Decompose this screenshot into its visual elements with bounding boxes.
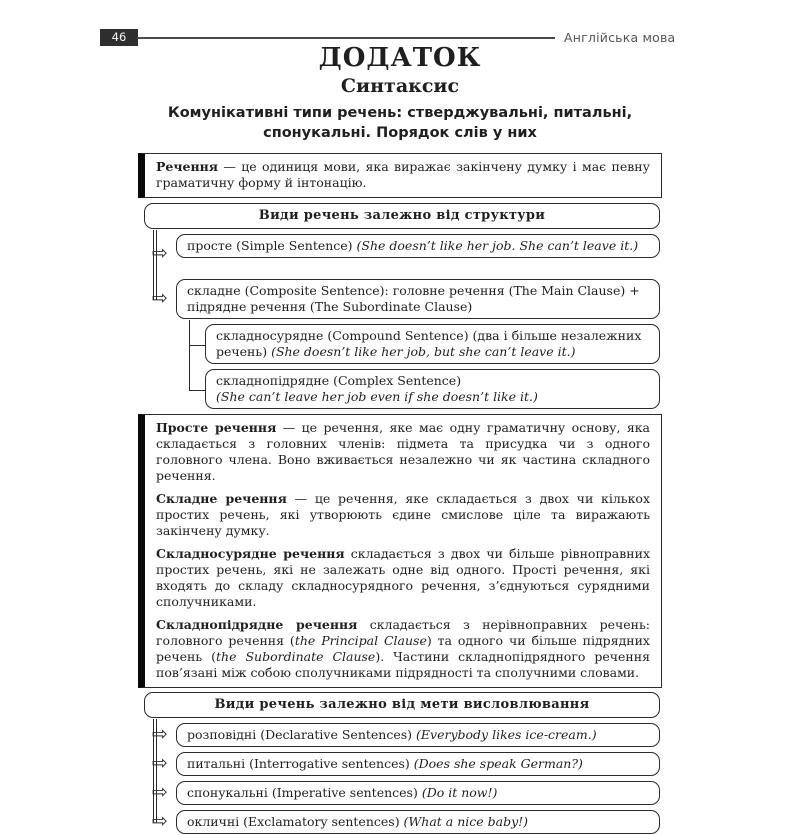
paragraph-text: — це речення, яке складається з двох чи кількох простих речень, які утворюють єдине смислове ціле та виражають закінчену думку.: [156, 491, 650, 538]
definition-box-sentence-types: [138, 414, 662, 688]
item-example: (Everybody likes ice-cream.): [416, 727, 597, 742]
branch-simple-example: (She doesn’t like her job. She can’t leave it.): [356, 238, 639, 253]
item-box-imperative: [176, 781, 660, 805]
connector-l-complex: [189, 320, 206, 391]
topic-heading-line1: Комунікативні типи речень: стверджувальні, питальні,: [167, 105, 633, 121]
paragraph-text: ) та одного чи більше підрядних речень (: [156, 633, 650, 664]
item-box-exclamatory: [176, 810, 660, 834]
paragraph-text: складається з двох чи більше рівноправних простих речень, які не залежать одне від одного. Прості речення, які входять до складу складносурядного речення, з’єднуються сурядними сполучниками.: [156, 546, 650, 609]
paragraph-composite-sentence: [156, 491, 650, 539]
paragraph-term: Складне речення: [156, 491, 287, 506]
branch-arrow-icon: ⇨: [152, 242, 168, 264]
paragraph-text: — це речення, яке має одну граматичну основу, яка складається з головних членів: підмета та присудка чи з одного головного члена. Воно вживається незалежно чи як частина складного речення.: [156, 420, 650, 483]
section-title: Синтаксис: [340, 75, 460, 97]
subbranch-complex-label: складнопідрядне (Complex Sentence): [216, 373, 462, 388]
subbranch-box-compound: [205, 324, 660, 364]
item-label: питальні (Interrogative sentences): [187, 756, 414, 771]
paragraph-complex-sentence: [156, 617, 650, 681]
branch-arrow-icon: ⇨: [152, 810, 168, 832]
subbranch-box-complex: [205, 369, 660, 409]
paragraph-simple-sentence: [156, 420, 650, 484]
branch-arrow-icon: ⇨: [152, 752, 168, 774]
page-content: [138, 0, 662, 835]
main-title: ДОДАТОК: [318, 43, 482, 73]
item-example: (What a nice baby!): [403, 814, 529, 829]
paragraph-text-italic: the Subordinate Clause: [216, 649, 376, 664]
branch-arrow-icon: ⇨: [152, 723, 168, 745]
paragraph-text: складається з нерівноправних речень: головного речення (: [156, 617, 650, 648]
item-label: спонукальні (Imperative sentences): [187, 785, 422, 800]
topic-heading-line2: спонукальні. Порядок слів у них: [263, 125, 537, 141]
paragraph-text-italic: the Principal Clause: [294, 633, 427, 648]
item-box-interrogative: [176, 752, 660, 776]
page-number-badge: 46: [100, 29, 138, 46]
item-label: розповідні (Declarative Sentences): [187, 727, 417, 742]
paragraph-term: Складносурядне речення: [156, 546, 345, 561]
paragraph-term: Складнопідрядне речення: [156, 617, 358, 632]
branch-box-simple: [176, 234, 660, 258]
item-example: (Does she speak German?): [413, 756, 583, 771]
diagram-structure: [138, 203, 662, 410]
diagram-structure-title-box: Види речень залежно від структури: [144, 203, 660, 229]
branch-composite-label: складне (Composite Sentence): головне речення (The Main Clause) + підрядне речення (The Subordinate Clause): [187, 283, 640, 314]
item-box-declarative: [176, 723, 660, 747]
definition-text: — це одиниця мови, яка виражає закінчену думку і має певну граматичну форму й інтонацію.: [156, 159, 650, 190]
branch-box-composite: [176, 279, 660, 319]
paragraph-term: Просте речення: [156, 420, 277, 435]
item-example: (Do it now!): [421, 785, 498, 800]
definition-box-sentence: [138, 153, 662, 198]
paragraph-compound-sentence: [156, 546, 650, 610]
diagram-purpose-title-box: Види речень залежно від мети висловлювання: [144, 692, 660, 718]
topic-heading: [138, 103, 662, 143]
subbranch-compound-label: складносурядне (Compound Sentence) (два і більше незалежних речень): [216, 328, 642, 359]
branch-simple-label: просте (Simple Sentence): [187, 238, 357, 253]
book-title: Англійська мова: [564, 30, 676, 45]
item-label: окличні (Exclamatory sentences): [187, 814, 404, 829]
branch-arrow-icon: ⇨: [152, 287, 168, 309]
branch-arrow-icon: ⇨: [152, 781, 168, 803]
definition-term: Речення: [156, 159, 218, 174]
subbranch-complex-example: (She can’t leave her job even if she doesn’t like it.): [216, 389, 538, 404]
header-rule: [137, 37, 555, 39]
paragraph-text: ). Частини складнопідрядного речення пов’язані між собою сполучниками підрядності та сполучними словами.: [156, 649, 650, 680]
subbranch-compound-example: (She doesn’t like her job, but she can’t leave it.): [271, 344, 576, 359]
diagram-purpose: [138, 692, 662, 835]
